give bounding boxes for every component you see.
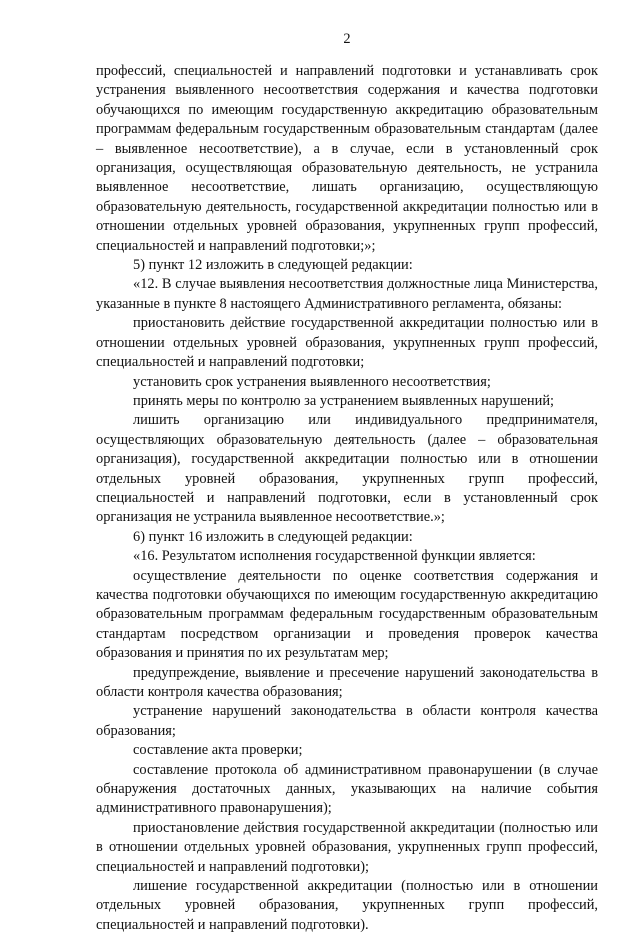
paragraph-elimination: устранение нарушений законодательства в области контроля качества образования; [96, 703, 598, 739]
paragraph-suspend-accreditation: приостановить действие государственной аккредитации полностью или в отношении отдельных уровней образования, укрупненных групп профессий, специальностей и направлений подготовки; [96, 315, 598, 371]
paragraph-item-6: 6) пункт 16 изложить в следующей редакции: [133, 528, 413, 545]
paragraph-assessment-activity: осуществление деятельности по оценке соответствия содержания и качества подготовки обучающихся по имеющим государственную аккредитацию образовательным программам федеральным государственным образовательным стандартам посредством организации и проведения проверок качества образования и принятия по их результатам мер; [96, 567, 598, 662]
paragraph-deprivation: лишение государственной аккредитации (полностью или в отношении отдельных уровней образования, укрупненных групп профессий, специальностей и направлений подготовки). [96, 878, 598, 933]
paragraph-point-12: «12. В случае выявления несоответствия должностные лица Министерства, указанные в пункте 8 настоящего Административного регламента, обязаны: [96, 276, 598, 312]
paragraph-prevention: предупреждение, выявление и пресечение нарушений законодательства в области контроля качества образования; [96, 664, 598, 700]
paragraph-item-5: 5) пункт 12 изложить в следующей редакции: [133, 257, 413, 274]
paragraph-revoke-accreditation: лишить организацию или индивидуального предпринимателя, осуществляющих образовательную деятельность (далее – образовательная организация), государственной аккредитации полностью или в отношении отдельных уровней образования, укрупненных групп профессий, специальностей и направлений подготовки, если в установленный срок организация не устранила выявленное несоответствие.»; [96, 412, 598, 526]
paragraph-protocol: составление протокола об административном правонарушении (в случае обнаружения достаточных данных, указывающих на наличие события административного правонарушения); [96, 761, 598, 817]
paragraph-continuation: профессий, специальностей и направлений подготовки и устанавливать срок устранения выявленного несоответствия содержания и качества подготовки обучающихся по имеющим государственную аккредитацию образовательным программам федеральным государственным образовательным стандартам (далее – выявленное несоответствие), а в случае, если в установленный срок организация, осуществляющая образовательную деятельность, не устранила выявленное несоответствие, лишать организацию, осуществляющую образовательную деятельность, государственной аккредитации полностью или в отношении отдельных уровней образования, укрупненных групп профессий, специальностей и направлений подготовки;»; [96, 63, 598, 254]
paragraph-point-16: «16. Результатом исполнения государственной функции является: [133, 548, 536, 565]
document-body [96, 62, 598, 935]
page-number: 2 [343, 31, 351, 47]
paragraph-control-measures: принять меры по контролю за устранением выявленных нарушений; [133, 392, 555, 409]
paragraph-set-deadline: установить срок устранения выявленного несоответствия; [133, 373, 491, 390]
paragraph-suspension: приостановление действия государственной аккредитации (полностью или в отношении отдельных уровней образования, укрупненных групп профессий, специальностей и направлений подготовки); [96, 819, 598, 875]
paragraph-inspection-act: составление акта проверки; [133, 742, 303, 759]
